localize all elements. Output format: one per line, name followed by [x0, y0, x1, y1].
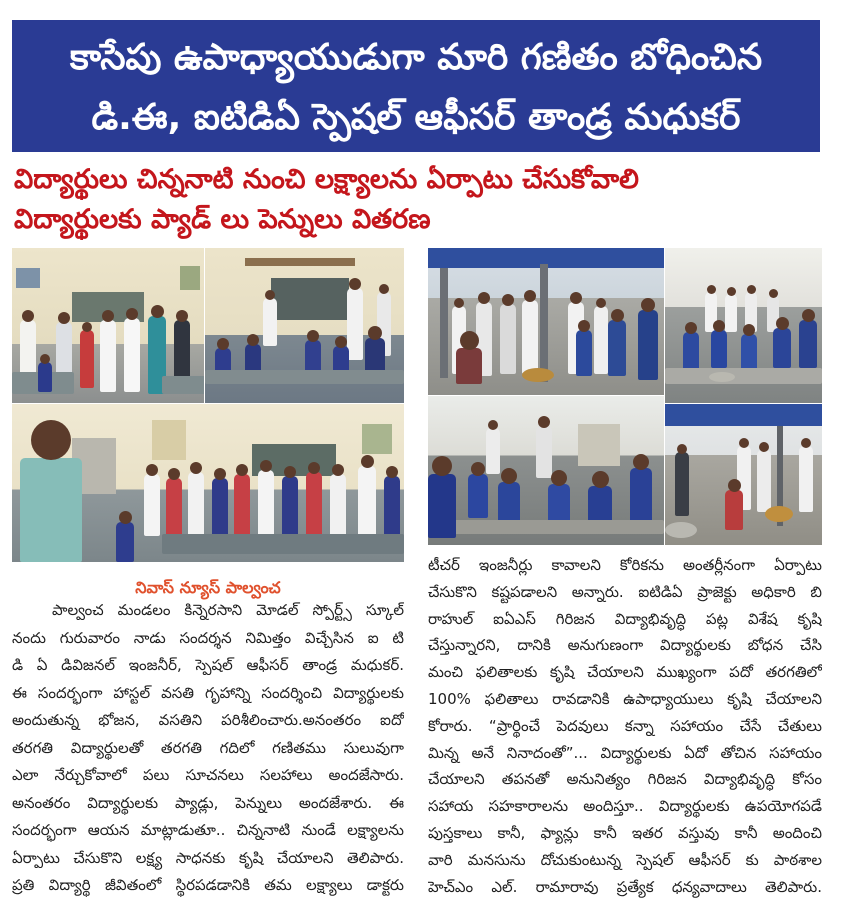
person-head: [641, 298, 655, 312]
cooking-vessel: [665, 522, 697, 538]
person-head: [802, 309, 815, 322]
person-figure: [38, 362, 52, 392]
desk: [205, 370, 404, 384]
pillar: [540, 264, 548, 382]
desk: [162, 376, 204, 394]
person-head: [759, 442, 769, 452]
article-line: మంచి ఫలితాలకు కృషి చేయాలని ముఖ్యంగా పదో తరగతిలో: [428, 663, 822, 682]
person-figure: [263, 298, 277, 346]
cooking-vessel: [765, 506, 793, 522]
person-head: [31, 420, 71, 460]
article-line: ప్రతి విద్యార్థి జీవితంలో స్థిరపడడానికి తమ లక్ష్యాలు డాక్టరు: [12, 876, 404, 894]
cooking-vessel: [709, 372, 735, 382]
person-figure: [498, 482, 520, 524]
person-figure: [576, 330, 592, 376]
headline-line-2: డి.ఈ, ఐటిడిఏ స్పెషల్ ఆఫీసర్ తాండ్ర మధుకర్: [91, 97, 741, 138]
person-head: [102, 310, 114, 322]
person-figure: [100, 320, 116, 392]
person-head: [578, 320, 590, 332]
person-head: [58, 312, 70, 324]
person-head: [119, 511, 132, 524]
person-figure: [188, 472, 204, 536]
classroom-photo-1: [12, 248, 204, 403]
person-head: [551, 470, 567, 486]
article-line: టీచర్ ఇంజనీర్లు కావాలని కోరికను అంతర్లీనంగా ఏర్పాటు: [428, 556, 822, 574]
article-line: రాహుల్ ఐఏఎస్ గిరిజన విద్యాభివృద్ధి పట్ల విశేష కృషి: [428, 609, 822, 628]
person-head: [633, 454, 649, 470]
wall-poster: [245, 258, 355, 266]
pillar: [440, 268, 448, 378]
person-figure: [258, 470, 274, 536]
window: [578, 424, 620, 466]
person-figure: [116, 522, 134, 562]
person-head: [739, 438, 749, 448]
person-figure: [711, 330, 727, 368]
article-line: సందర్భంగా ఆయన మాట్లాడుతూ.. చిన్ననాటి నుండే లక్ష్యాలను: [12, 821, 404, 839]
headline-banner: [12, 20, 820, 152]
person-figure: [757, 450, 771, 512]
dining-table: [428, 520, 664, 534]
article-line: తరగతి విద్యార్థులతో తరగతి గదిలో గణితము సులువుగా: [12, 738, 404, 757]
person-figure: [773, 328, 791, 368]
person-head: [284, 466, 296, 478]
dining-photo-4: [665, 404, 822, 545]
article-line: పుస్తకాలు కానీ, ఫ్యాన్లు కానీ ఇతర వస్తువు కానీ అందించి: [428, 823, 822, 842]
article-line: ఈ సందర్భంగా హాస్టల్ వసతి గృహాన్ని సందర్శించి విద్యార్థులకు: [12, 683, 404, 702]
person-head: [368, 326, 382, 340]
person-figure: [500, 304, 516, 374]
person-figure: [456, 348, 482, 384]
person-figure: [330, 474, 346, 536]
article-left-column: [12, 597, 404, 900]
person-figure: [675, 452, 689, 516]
person-head: [217, 338, 229, 350]
person-head: [460, 331, 479, 350]
article-line: ఎలా నేర్చుకోవాలో పలు సూచనలు సలహాలు అందజేసారు.: [12, 766, 404, 784]
person-head: [471, 462, 485, 476]
wall-poster: [180, 266, 200, 290]
person-head: [747, 285, 756, 294]
person-figure: [428, 474, 456, 538]
article-line: 100% ఫలితాలు రావడానికి ఉపాధ్యాయులు కృషి చేయాలని: [428, 689, 822, 708]
person-figure: [234, 474, 250, 536]
person-figure: [536, 426, 552, 478]
article-line: కోరారు. “ప్రార్థించే పెదవులు కన్నా సహాయం చేసే చేతులు: [428, 716, 822, 735]
person-figure: [20, 458, 82, 562]
person-figure: [799, 320, 817, 368]
person-head: [332, 464, 344, 476]
person-figure: [725, 490, 743, 530]
person-figure: [522, 300, 538, 374]
person-figure: [486, 428, 500, 474]
person-head: [743, 324, 755, 336]
chalkboard: [271, 278, 349, 320]
person-head: [176, 310, 188, 322]
person-figure: [384, 476, 400, 536]
person-head: [538, 416, 550, 428]
person-figure: [799, 446, 813, 512]
subheading-1: విద్యార్థులు చిన్ననాటి నుంచి లక్ష్యాలను ఏర్పాటు చేసుకోవాలి: [14, 164, 639, 195]
person-head: [126, 308, 138, 320]
article-line: వారి మనసును దోచుకుంటున్న స్పెషల్ ఆఫీసర్ కు పాఠశాల: [428, 850, 822, 869]
classroom-photo-2: [205, 248, 404, 403]
person-head: [707, 285, 716, 294]
person-head: [501, 468, 517, 484]
person-head: [260, 460, 272, 472]
headline-line-1: కాసేపు ఉపాధ్యాయుడుగా మారి గణితం బోధించిన: [69, 37, 763, 78]
person-head: [592, 471, 609, 488]
dining-photo-3: [428, 396, 664, 545]
person-head: [713, 320, 725, 332]
person-head: [146, 464, 158, 476]
person-head: [596, 298, 606, 308]
person-figure: [683, 332, 699, 370]
person-head: [361, 455, 374, 468]
person-head: [214, 468, 226, 480]
person-figure: [144, 474, 160, 536]
person-head: [335, 336, 347, 348]
article-right-column: [428, 552, 822, 900]
byline: నివాస్ న్యూస్ పాల్వంచ: [135, 578, 281, 597]
article-line: చేసుకొని కష్టపడాలని అన్నారు. ఐటిడిఏ ప్రాజెక్టు అధికారి బి: [428, 582, 822, 601]
desk: [162, 534, 404, 554]
person-head: [570, 292, 582, 304]
article-line: చేస్తున్నారని, దానికి అనుగుణంగా విద్యార్థులకు బోధన చేసి: [428, 636, 822, 655]
person-figure: [282, 476, 298, 536]
person-figure: [741, 334, 757, 370]
wall-poster: [16, 268, 40, 288]
person-head: [685, 322, 697, 334]
person-head: [386, 466, 398, 478]
article-line: నందు గురువారం నాడు సందర్శన నిమిత్తం విచ్చేసిన ఐ టి: [12, 628, 404, 647]
person-figure: [358, 466, 376, 538]
person-figure: [306, 472, 322, 536]
person-head: [432, 456, 452, 476]
person-head: [776, 317, 789, 330]
article-line: పాల్వంచ మండలం కిన్నెరసాని మోడల్ స్పోర్ట్స్ స్కూల్: [52, 601, 404, 619]
person-figure: [124, 318, 140, 392]
person-head: [379, 284, 389, 294]
person-figure: [608, 320, 626, 376]
subheading-2: విద్యార్థులకు ప్యాడ్ లు పెన్నులు వితరణ: [14, 204, 431, 235]
person-head: [677, 444, 687, 454]
person-head: [308, 462, 320, 474]
article-line: అనంతరం విద్యార్థులకు ప్యాడ్లు, పెన్నులు అందజేశారు. ఈ: [12, 793, 404, 812]
person-head: [236, 464, 248, 476]
person-figure: [212, 478, 228, 536]
person-figure: [347, 288, 363, 360]
person-figure: [638, 310, 658, 380]
person-head: [728, 479, 741, 492]
person-figure: [166, 478, 182, 536]
dining-photo-2: [665, 248, 822, 403]
dining-photo-1: [428, 248, 664, 395]
person-head: [307, 330, 319, 342]
person-head: [168, 468, 180, 480]
person-head: [769, 289, 778, 298]
person-head: [247, 334, 259, 346]
person-head: [454, 298, 464, 308]
person-head: [801, 438, 811, 448]
person-head: [265, 290, 275, 300]
article-line: హెచ్ఎం ఎల్. రామారావు ప్రత్యేక ధన్యవాదాలు తెలిపారు.: [428, 877, 822, 896]
article-line: సహాయ సహకారాలను అందిస్తూ.. విద్యార్థులకు ఉపయోగపడే: [428, 797, 822, 816]
person-head: [488, 420, 498, 430]
wall-poster: [362, 424, 392, 454]
article-line: చేయాలని తపనతో అనునిత్యం గిరిజన విద్యాభివృద్ధి కోసం: [428, 770, 822, 789]
person-figure: [80, 330, 94, 388]
article-line: డి ఏ డివిజనల్ ఇంజనీర్, స్పెషల్ ఆఫీసర్ తాండ్ర మధుకర్.: [12, 656, 404, 674]
article-line: ఏర్పాటు చేసుకొని లక్ష్య సాధనకు కృషి చేయాలని తెలిపారు.: [12, 848, 404, 867]
person-figure: [594, 306, 608, 374]
wall-poster: [152, 420, 186, 460]
person-head: [727, 287, 736, 296]
dining-table: [665, 368, 822, 384]
person-figure: [468, 474, 488, 518]
person-head: [151, 305, 164, 318]
person-figure: [725, 294, 737, 332]
person-head: [349, 278, 361, 290]
person-head: [524, 290, 536, 302]
person-head: [82, 322, 92, 332]
shed-roof: [665, 404, 822, 426]
person-head: [478, 292, 490, 304]
person-head: [190, 462, 202, 474]
person-figure: [630, 468, 652, 528]
person-head: [611, 309, 624, 322]
person-head: [502, 294, 514, 306]
cooking-vessel: [522, 368, 554, 382]
person-head: [40, 354, 50, 364]
person-head: [22, 310, 34, 322]
classroom-photo-3: [12, 404, 404, 562]
article-line: మిన్న అనే నినాదంతో”... విద్యార్థులకు ఏదో తోచిన సహాయం: [428, 743, 822, 762]
article-line: అందుతున్న భోజన, వసతిని పరిశీలించారు.అనంతరం ఐదో: [12, 711, 404, 729]
